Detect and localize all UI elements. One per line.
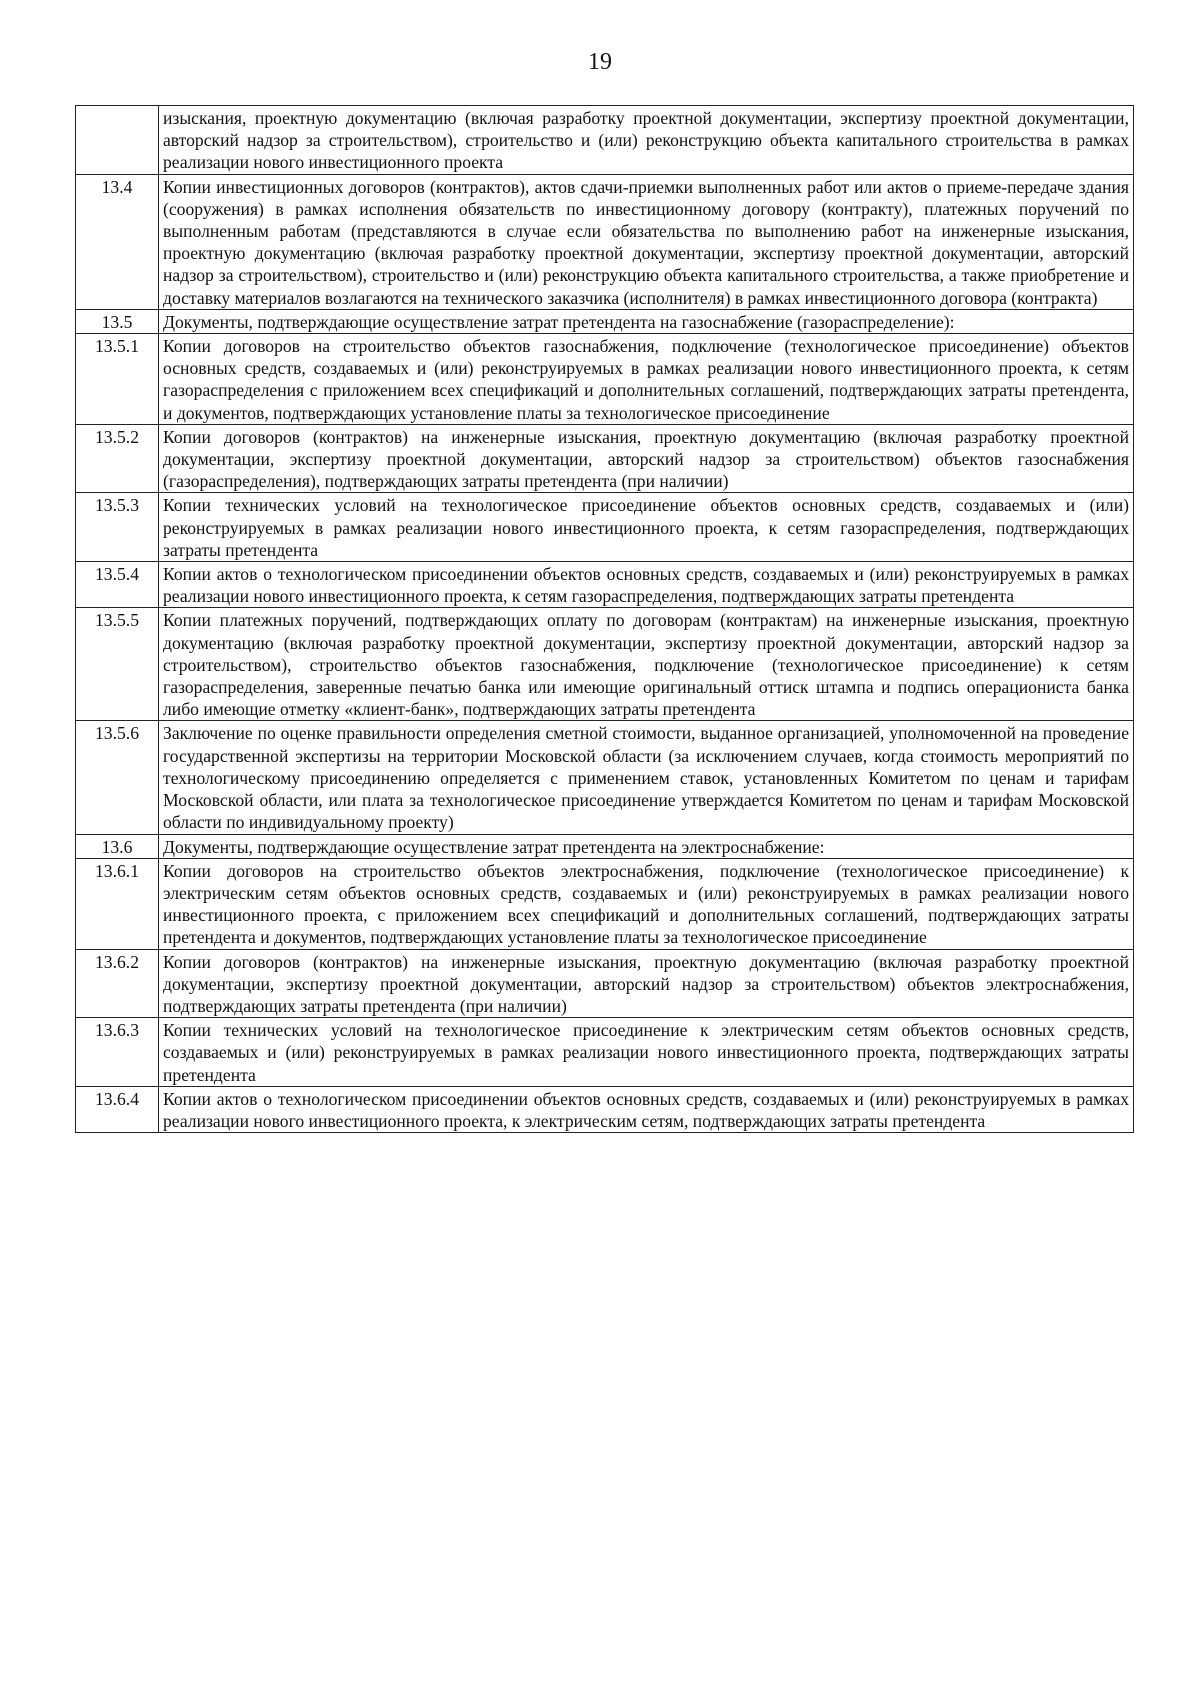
- item-number: 13.6.3: [76, 1018, 159, 1087]
- item-text: Копии договоров (контрактов) на инженерные изыскания, проектную документацию (включая разработку проектной документации, экспертизу проектной документации, авторский надзор за строительством) объектов газоснабжения (газораспределения), подтверждающих затраты претендента (при наличии): [159, 424, 1134, 493]
- table-row: [76, 106, 1134, 175]
- item-number: 13.6.1: [76, 858, 159, 949]
- item-number: 13.5.5: [76, 608, 159, 721]
- requirements-table: [75, 105, 1134, 1133]
- item-number: 13.6: [76, 834, 159, 858]
- item-text: Заключение по оценке правильности определения сметной стоимости, выданное организацией, уполномоченной на проведение государственной экспертизы на территории Московской области (за исключением случаев, когда стоимость мероприятий по технологическому присоединению определяется с применением ставок, установленных Комитетом по ценам и тарифам Московской области, или плата за технологическое присоединение утверждается Комитетом по ценам и тарифам Московской области по индивидуальному проекту): [159, 721, 1134, 834]
- item-text: Копии актов о технологическом присоединении объектов основных средств, создаваемых и (или) реконструируемых в рамках реализации нового инвестиционного проекта, к электрическим сетям, подтверждающих затраты претендента: [159, 1086, 1134, 1132]
- item-text: Копии технических условий на технологическое присоединение объектов основных средств, создаваемых и (или) реконструируемых в рамках реализации нового инвестиционного проекта, к сетям газораспределения, подтверждающих затраты претендента: [159, 493, 1134, 562]
- item-text: Копии платежных поручений, подтверждающих оплату по договорам (контрактам) на инженерные изыскания, проектную документацию (включая разработку проектной документации, экспертизу проектной документации, авторский надзор за строительством), строительство объектов газоснабжения, подключение (технологическое присоединение) к сетям газораспределения, заверенные печатью банка или имеющие оригинальный оттиск штампа и подпись операциониста банка либо имеющие отметку «клиент-банк», подтверждающих затраты претендента: [159, 608, 1134, 721]
- item-text: Копии актов о технологическом присоединении объектов основных средств, создаваемых и (или) реконструируемых в рамках реализации нового инвестиционного проекта, к сетям газораспределения, подтверждающих затраты претендента: [159, 562, 1134, 608]
- item-number: 13.4: [76, 174, 159, 309]
- item-number: 13.5.2: [76, 424, 159, 493]
- table-row: [76, 174, 1134, 309]
- table-row: [76, 309, 1134, 333]
- item-text: Документы, подтверждающие осуществление затрат претендента на газоснабжение (газораспределение):: [159, 309, 1134, 333]
- table-row: [76, 562, 1134, 608]
- item-text: Копии технических условий на технологическое присоединение к электрическим сетям объектов основных средств, создаваемых и (или) реконструируемых в рамках реализации нового инвестиционного проекта, подтверждающих затраты претендента: [159, 1018, 1134, 1087]
- table-row: [76, 1018, 1134, 1087]
- item-text: Копии инвестиционных договоров (контрактов), актов сдачи-приемки выполненных работ или актов о приеме-передаче здания (сооружения) в рамках исполнения обязательств по инвестиционному договору (контракту), платежных поручений по выполненным работам (представляются в случае если обязательства по выполнению работ на инженерные изыскания, проектную документацию (включая разработку проектной документации, экспертизу проектной документации, авторский надзор за строительством), строительство и (или) реконструкцию объекта капитального строительства, а также приобретение и доставку материалов возлагаются на технического заказчика (исполнителя) в рамках инвестиционного договора (контракта): [159, 174, 1134, 309]
- item-text: изыскания, проектную документацию (включая разработку проектной документации, экспертизу проектной документации, авторский надзор за строительством), строительство и (или) реконструкцию объекта капитального строительства в рамках реализации нового инвестиционного проекта: [159, 106, 1134, 175]
- table-row: [76, 608, 1134, 721]
- page-number: 19: [588, 49, 612, 75]
- table-row: [76, 1086, 1134, 1132]
- item-number: 13.5.6: [76, 721, 159, 834]
- item-text: Копии договоров на строительство объектов газоснабжения, подключение (технологическое присоединение) объектов основных средств, создаваемых и (или) реконструируемых в рамках реализации нового инвестиционного проекта, к сетям газораспределения с приложением всех спецификаций и дополнительных соглашений, подтверждающих затраты претендента, и документов, подтверждающих установление платы за технологическое присоединение: [159, 334, 1134, 425]
- item-text: Документы, подтверждающие осуществление затрат претендента на электроснабжение:: [159, 834, 1134, 858]
- item-number: [76, 106, 159, 175]
- item-number: 13.5: [76, 309, 159, 333]
- table-row: [76, 424, 1134, 493]
- item-number: 13.5.4: [76, 562, 159, 608]
- table-row: [76, 858, 1134, 949]
- item-text: Копии договоров (контрактов) на инженерные изыскания, проектную документацию (включая разработку проектной документации, экспертизу проектной документации, авторский надзор за строительством) объектов электроснабжения, подтверждающих затраты претендента (при наличии): [159, 949, 1134, 1018]
- item-number: 13.6.4: [76, 1086, 159, 1132]
- item-number: 13.5.3: [76, 493, 159, 562]
- item-number: 13.6.2: [76, 949, 159, 1018]
- table-row: [76, 334, 1134, 425]
- item-number: 13.5.1: [76, 334, 159, 425]
- table-row: [76, 721, 1134, 834]
- item-text: Копии договоров на строительство объектов электроснабжения, подключение (технологическое присоединение) к электрическим сетям объектов основных средств, создаваемых и (или) реконструируемых в рамках реализации нового инвестиционного проекта, с приложением всех спецификаций и дополнительных соглашений, подтверждающих затраты претендента и документов, подтверждающих установление платы за технологическое присоединение: [159, 858, 1134, 949]
- table-row: [76, 493, 1134, 562]
- table-row: [76, 949, 1134, 1018]
- table-row: [76, 834, 1134, 858]
